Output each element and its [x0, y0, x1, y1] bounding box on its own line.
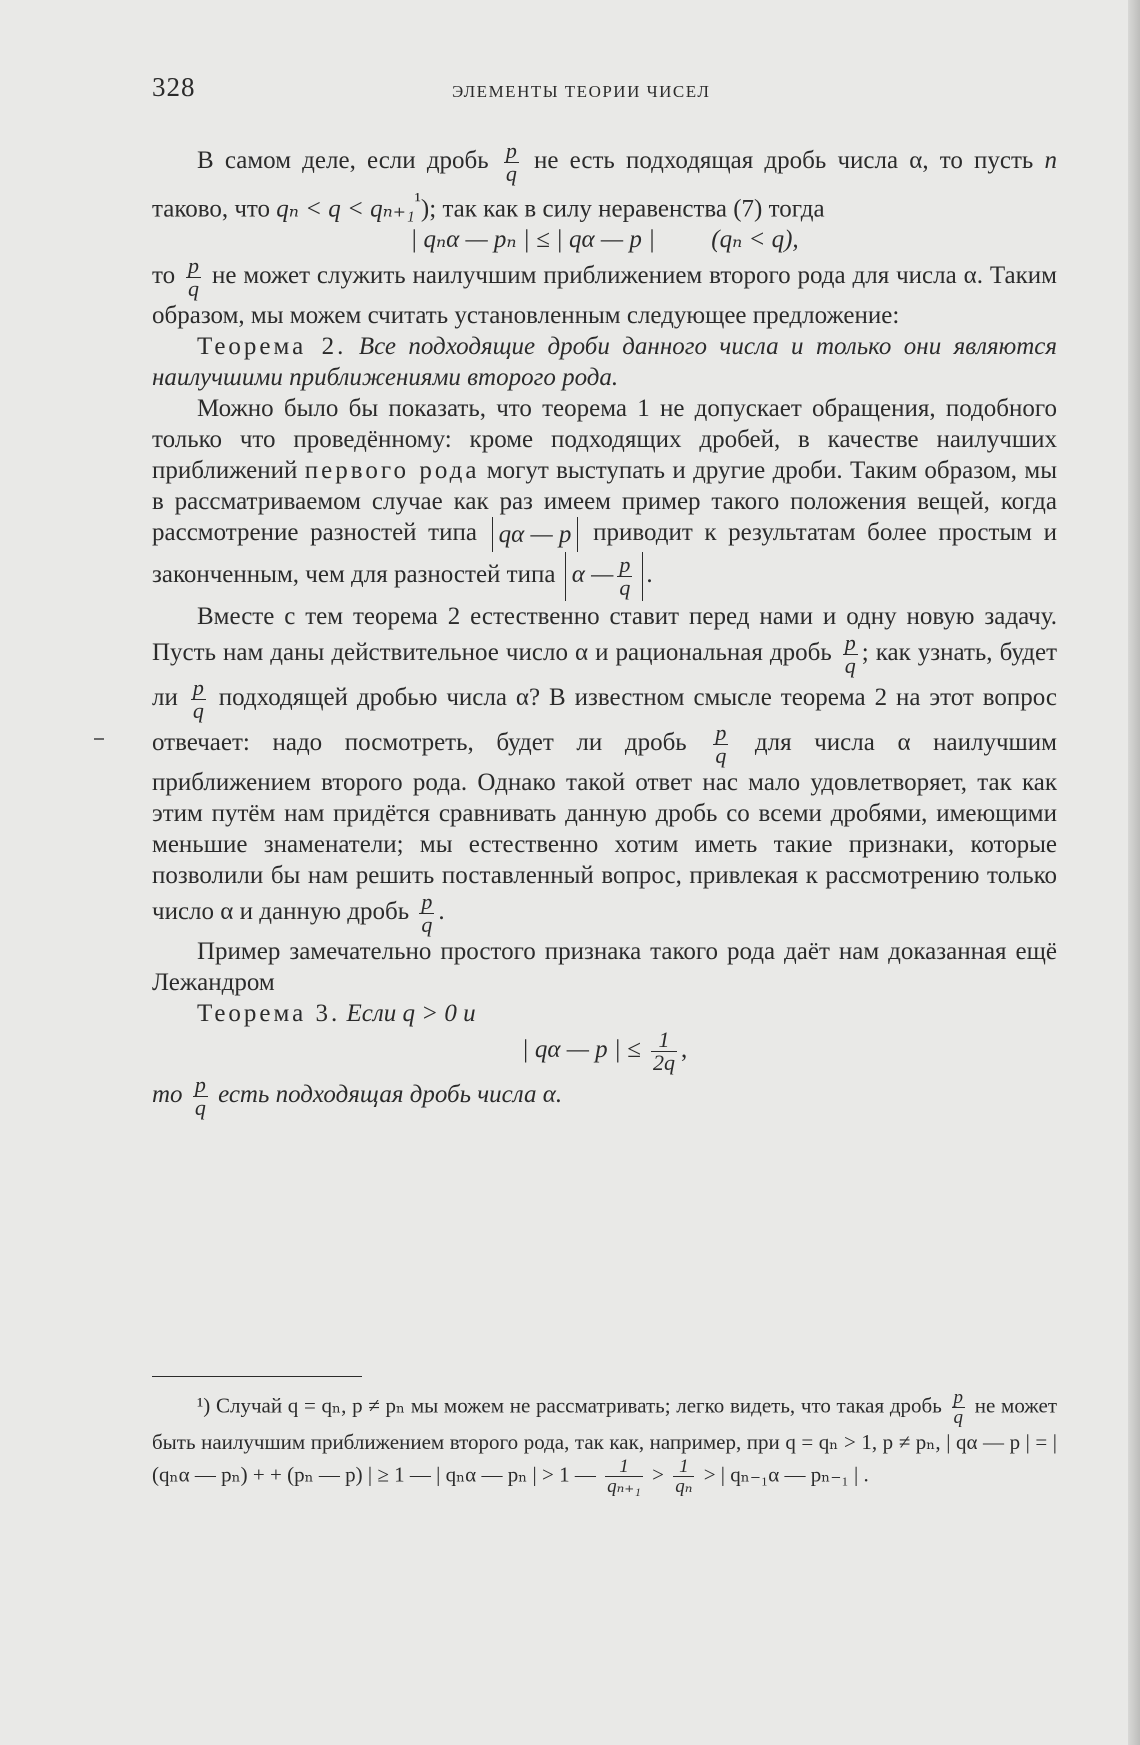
- paragraph-3: [152, 393, 1057, 601]
- frac-den: q: [505, 161, 517, 186]
- fraction-p-q: [504, 140, 519, 185]
- abs-expr-1: qα — p: [492, 517, 579, 552]
- frac-den: q: [188, 276, 200, 302]
- abs-expr-2-left: α —: [571, 561, 614, 589]
- p5-text: Пример замечательно простого признака такого рода даёт нам доказанная ещё Лежандром: [152, 938, 1057, 997]
- abs-expr-2: [565, 552, 644, 601]
- theorem2-text: Все подходящие дроби данного числа и только они являются наилучшими приближениями второго рода.: [152, 333, 1058, 392]
- p1-text-f: ); так как в силу неравенства (7) тогда: [420, 195, 825, 223]
- fraction-p-q: [843, 632, 858, 677]
- frac-den: 2q: [653, 1050, 676, 1076]
- frac-num: 1: [619, 1456, 629, 1477]
- frac-den: q: [953, 1407, 964, 1428]
- frac-den: q: [715, 743, 727, 769]
- display-formula-1: [152, 224, 1057, 255]
- fraction-p-q: [193, 1074, 208, 1119]
- display1-left: | qₙα — pₙ | ≤ | qα — p |: [410, 226, 656, 254]
- frac-num: p: [715, 720, 727, 746]
- paragraph-4: [152, 601, 1057, 936]
- theorem3-conclusion: [152, 1074, 1057, 1119]
- frac-den: q: [192, 698, 204, 724]
- theorem3-condition: Если q > 0 и: [346, 1000, 476, 1028]
- display-formula-2: [152, 1029, 1057, 1074]
- frac-den: q: [194, 1095, 206, 1121]
- fraction-p-q: [186, 255, 201, 300]
- frac-num: p: [421, 889, 433, 915]
- frac-num: p: [844, 630, 856, 656]
- body-text: [152, 140, 1057, 1119]
- fraction-p-q: [617, 554, 632, 599]
- p2-text-a: то: [152, 262, 176, 290]
- fn-text-b: не может быть наилучшим приближением второго рода, так как, например, при q = qₙ > 1, p ≠ pₙ, | qα — p | = | (qₙα — pₙ) + + (pₙ — p) | ≥ 1 — | qₙα — pₙ | > 1 —: [152, 1393, 1058, 1487]
- page-edge-shadow: [1128, 0, 1140, 1745]
- frac-num: p: [619, 552, 631, 578]
- p3-text-c: приводит к результатам более простым и законченным, чем для разностей типа: [152, 519, 1057, 589]
- fraction-1-2q: [651, 1029, 677, 1074]
- frac-num: p: [188, 253, 200, 279]
- p3-text-d: .: [646, 561, 653, 589]
- p2-text-b: не может служить наилучшим приближением второго рода для числа α. Таким образом, мы можем считать установленным следующее предложение:: [152, 262, 1057, 330]
- running-title: ЭЛЕМЕНТЫ ТЕОРИИ ЧИСЕЛ: [452, 82, 711, 101]
- fraction-p-q: [713, 722, 728, 767]
- fraction-1-qn: [673, 1457, 694, 1496]
- p1-var-n: n: [1044, 147, 1057, 175]
- margin-mark: [94, 738, 104, 740]
- frac-den: qₙ₊₁: [607, 1476, 641, 1497]
- frac-num: p: [192, 675, 204, 701]
- theorem3-label: Теорема 3.: [197, 1000, 341, 1028]
- footnote-rule: [152, 1376, 362, 1377]
- concl-text-b: есть подходящая дробь числа α.: [218, 1081, 563, 1109]
- frac-den: qₙ: [675, 1476, 693, 1497]
- frac-num: 1: [658, 1027, 670, 1053]
- p1-text-a: В самом деле, если дробь: [197, 147, 489, 175]
- display2-left: | qα — p | ≤: [521, 1036, 641, 1064]
- footnote-text: [152, 1388, 1057, 1496]
- frac-num: p: [953, 1387, 964, 1408]
- p4-text-d: для числа α наилучшим приближением второго рода. Однако такой ответ нас мало удовлетворяет, так как этим путём нам придётся сравнивать данную дробь со всеми дробями, имеющими меньшие знаменатели; мы естественно хотим иметь такие признаки, которые позволили бы нам решить поставленный вопрос, привлекая к рассмотрению только число α и данную дробь: [152, 729, 1058, 926]
- theorem2-label: Теорема 2.: [197, 333, 347, 361]
- paragraph-5: [152, 936, 1057, 998]
- p4-text-b: ; как узнать, будет ли: [152, 639, 1058, 712]
- page-header: [152, 72, 1057, 112]
- p3-text-b: могут выступать и другие дроби. Таким образом, мы в рассматриваемом случае как раз имеем пример такого положения вещей, когда рассмотрение разностей типа: [152, 457, 1057, 547]
- p4-text-c: подходящей дробью числа α? В известном смысле теорема 2 на этот вопрос отвечает: надо посмотреть, будет ли дробь: [152, 684, 1058, 757]
- fraction-p-q: [952, 1388, 966, 1427]
- display2-right: ,: [681, 1036, 688, 1064]
- page-number: 328: [152, 72, 196, 102]
- fraction-1-qn1: [605, 1457, 643, 1496]
- footnote-ref: ¹: [414, 188, 421, 212]
- fraction-p-q: [419, 891, 434, 936]
- fn-text-a: ¹) Случай q = qₙ, p ≠ pₙ мы можем не рассматривать; легко видеть, что такая дробь: [197, 1393, 942, 1418]
- p1-text-d: таково, что: [152, 195, 271, 223]
- frac-den: q: [619, 575, 631, 601]
- p4-text-a: Вместе с тем теорема 2 естественно ставит перед нами и одну новую задачу. Пусть нам даны действительное число α и рациональная дробь: [152, 603, 1057, 667]
- frac-num: p: [505, 138, 517, 163]
- theorem-3: [152, 998, 1057, 1029]
- frac-num: 1: [679, 1456, 689, 1477]
- theorem-2: [152, 331, 1057, 393]
- paragraph-1: [152, 140, 1057, 224]
- fn-text-d: > | qₙ₋₁α — pₙ₋₁ | .: [703, 1462, 869, 1487]
- fn-text-c: >: [652, 1462, 665, 1487]
- frac-num: p: [194, 1072, 206, 1098]
- paragraph-2: [152, 255, 1057, 331]
- p3-text-a: Можно было бы показать, что теорема 1 не допускает обращения, подобного только что проведённому: кроме подходящих дробей, в качестве наилучших приближений: [152, 395, 1057, 485]
- frac-den: q: [844, 653, 856, 679]
- concl-text-a: то: [152, 1081, 183, 1109]
- p3-spaced: первого рода: [304, 457, 480, 485]
- display1-right: (qₙ < q),: [711, 226, 799, 254]
- p1-inequality: qₙ < q < qₙ₊₁: [276, 195, 415, 223]
- fraction-p-q: [191, 677, 206, 722]
- p4-text-e: .: [438, 898, 445, 926]
- frac-den: q: [421, 912, 433, 938]
- p1-text-b: не есть подходящая дробь числа α, то пусть: [534, 147, 1034, 175]
- footnote: [152, 1388, 1057, 1496]
